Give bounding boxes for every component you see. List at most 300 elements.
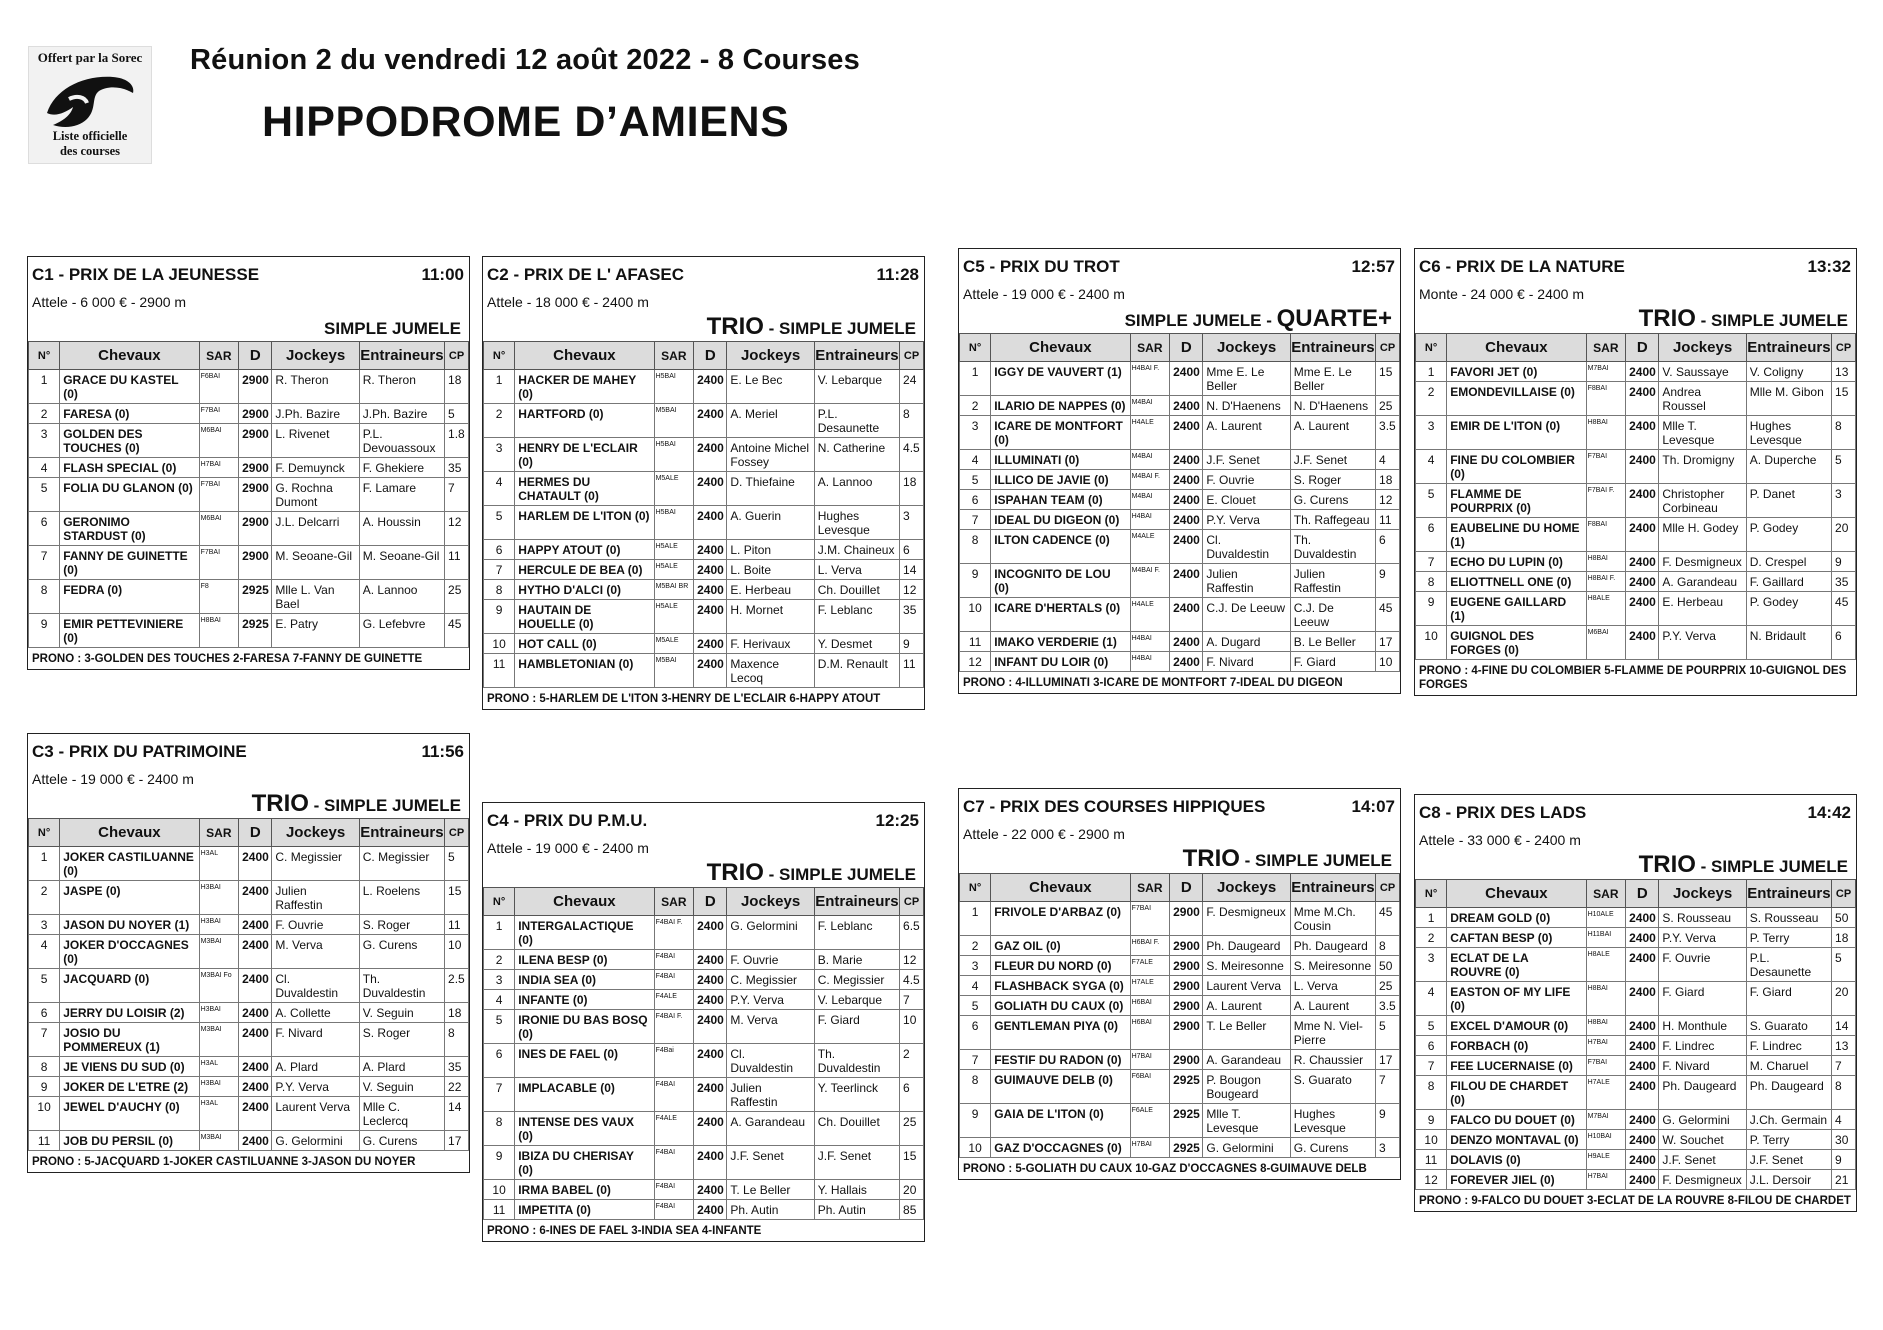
trainer-name: A. Lannoo bbox=[814, 472, 899, 506]
trainer-name: C. Megissier bbox=[814, 970, 899, 990]
table-row bbox=[1416, 626, 1856, 660]
runner-distance: 2400 bbox=[1170, 396, 1203, 416]
runner-cp: 7 bbox=[900, 990, 924, 1010]
trainer-name: J.Ch. Germain bbox=[1746, 1110, 1831, 1130]
runner-number: 6 bbox=[484, 1044, 515, 1078]
runner-distance: 2400 bbox=[239, 969, 272, 1003]
horse-sar: F7BAI bbox=[199, 404, 239, 424]
trainer-name: B. Le Beller bbox=[1290, 632, 1375, 652]
table-header-row bbox=[484, 888, 924, 916]
horse-name: HENRY DE L'ECLAIR (0) bbox=[515, 438, 654, 472]
jockey-name: Th. Dromigny bbox=[1659, 450, 1746, 484]
column-number: N° bbox=[1416, 880, 1447, 908]
jockey-name: F. Nivard bbox=[1203, 652, 1290, 672]
trainer-name: P. Terry bbox=[1746, 1130, 1831, 1150]
race-name: C6 - PRIX DE LA NATURE bbox=[1419, 257, 1625, 276]
table-row bbox=[960, 396, 1400, 416]
runner-distance: 2400 bbox=[1626, 1056, 1659, 1076]
horse-sar: F4BAI bbox=[654, 970, 694, 990]
runner-distance: 2925 bbox=[239, 614, 272, 648]
table-row bbox=[1416, 908, 1856, 928]
trainer-name: S. Rousseau bbox=[1746, 908, 1831, 928]
trainer-name: A. Laurent bbox=[1290, 416, 1375, 450]
runner-cp: 10 bbox=[900, 1010, 924, 1044]
table-header-row bbox=[960, 334, 1400, 362]
horse-name: FEE LUCERNAISE (0) bbox=[1447, 1056, 1586, 1076]
horse-name: CAFTAN BESP (0) bbox=[1447, 928, 1586, 948]
table-row bbox=[960, 470, 1400, 490]
table-row bbox=[29, 478, 469, 512]
trainer-name: S. Roger bbox=[359, 1023, 444, 1057]
runner-distance: 2400 bbox=[694, 654, 727, 688]
runner-cp: 3.5 bbox=[1376, 416, 1400, 450]
table-row bbox=[484, 1010, 924, 1044]
trainer-name: Mme M.Ch. Cousin bbox=[1290, 902, 1375, 936]
horse-name: FARESA (0) bbox=[60, 404, 199, 424]
trainer-name: G. Curens bbox=[1290, 490, 1375, 510]
table-row bbox=[1416, 382, 1856, 416]
trainer-name: R. Chaussier bbox=[1290, 1050, 1375, 1070]
bet-type-secondary: - SIMPLE JUMELE bbox=[763, 319, 916, 338]
runner-cp: 20 bbox=[900, 1180, 924, 1200]
runner-number: 5 bbox=[960, 996, 991, 1016]
trainer-name: Th. Duvaldestin bbox=[359, 969, 444, 1003]
column-sar: SAR bbox=[654, 342, 694, 370]
horse-name: INCOGNITO DE LOU (0) bbox=[991, 564, 1130, 598]
horse-sar: H5ALE bbox=[654, 560, 694, 580]
trainer-name: F. Gaillard bbox=[1746, 572, 1831, 592]
jockey-name: A. Guerin bbox=[727, 506, 814, 540]
horse-sar: F6BAI bbox=[199, 370, 239, 404]
horse-name: FINE DU COLOMBIER (0) bbox=[1447, 450, 1586, 484]
horse-name: EMONDEVILLAISE (0) bbox=[1447, 382, 1586, 416]
horse-sar: H3BAI bbox=[199, 881, 239, 915]
table-row bbox=[960, 956, 1400, 976]
runner-cp: 8 bbox=[445, 1023, 469, 1057]
trainer-name: F. Lindrec bbox=[1746, 1036, 1831, 1056]
table-row bbox=[29, 614, 469, 648]
runner-cp: 17 bbox=[1376, 1050, 1400, 1070]
runner-cp: 12 bbox=[900, 950, 924, 970]
table-row bbox=[1416, 1016, 1856, 1036]
jockey-name: Cl. Duvaldestin bbox=[272, 969, 359, 1003]
horse-name: FESTIF DU RADON (0) bbox=[991, 1050, 1130, 1070]
trainer-name: G. Curens bbox=[359, 1131, 444, 1151]
jockey-name: F. Nivard bbox=[1659, 1056, 1746, 1076]
runner-cp: 2 bbox=[900, 1044, 924, 1078]
runner-number: 5 bbox=[484, 506, 515, 540]
horse-sar: H7BAI bbox=[1586, 1170, 1626, 1190]
jockey-name: Laurent Verva bbox=[272, 1097, 359, 1131]
horse-sar: F4BAI bbox=[654, 950, 694, 970]
horse-name: IRMA BABEL (0) bbox=[515, 1180, 654, 1200]
runner-distance: 2400 bbox=[694, 1078, 727, 1112]
table-row bbox=[1416, 1056, 1856, 1076]
horse-name: INDIA SEA (0) bbox=[515, 970, 654, 990]
runner-distance: 2400 bbox=[694, 1180, 727, 1200]
bet-type-secondary: - SIMPLE JUMELE bbox=[1695, 311, 1848, 330]
jockey-name: D. Thiefaine bbox=[727, 472, 814, 506]
bet-type-main: TRIO bbox=[251, 790, 309, 817]
runner-distance: 2925 bbox=[239, 580, 272, 614]
runner-cp: 25 bbox=[1376, 976, 1400, 996]
trainer-name: P. Terry bbox=[1746, 928, 1831, 948]
horse-name: DENZO MONTAVAL (0) bbox=[1447, 1130, 1586, 1150]
runner-number: 2 bbox=[29, 404, 60, 424]
table-row bbox=[1416, 572, 1856, 592]
jockey-name: N. D'Haenens bbox=[1203, 396, 1290, 416]
trainer-name: Th. Duvaldestin bbox=[814, 1044, 899, 1078]
runner-cp: 17 bbox=[445, 1131, 469, 1151]
jockey-name: E. Clouet bbox=[1203, 490, 1290, 510]
column-sar: SAR bbox=[1130, 334, 1170, 362]
runner-cp: 11 bbox=[900, 654, 924, 688]
table-row bbox=[960, 1070, 1400, 1104]
runner-number: 7 bbox=[29, 1023, 60, 1057]
race-card-c7 bbox=[958, 788, 1401, 1180]
jockey-name: J.Ph. Bazire bbox=[272, 404, 359, 424]
horse-name: ECLAT DE LA ROUVRE (0) bbox=[1447, 948, 1586, 982]
runner-number: 3 bbox=[29, 915, 60, 935]
table-header-row bbox=[29, 342, 469, 370]
runner-number: 8 bbox=[1416, 572, 1447, 592]
jockey-name: F. Ouvrie bbox=[727, 950, 814, 970]
runner-number: 6 bbox=[960, 1016, 991, 1050]
runner-cp: 18 bbox=[1832, 928, 1856, 948]
runner-distance: 2400 bbox=[694, 506, 727, 540]
horse-name: ILENA BESP (0) bbox=[515, 950, 654, 970]
runner-distance: 2400 bbox=[239, 881, 272, 915]
race-card-c1 bbox=[27, 256, 470, 670]
race-bet-types bbox=[959, 845, 1400, 873]
runner-distance: 2400 bbox=[1626, 1036, 1659, 1056]
jockey-name: A. Garandeau bbox=[1203, 1050, 1290, 1070]
runners-table bbox=[28, 341, 469, 648]
runner-distance: 2400 bbox=[239, 915, 272, 935]
horse-name: IMAKO VERDERIE (1) bbox=[991, 632, 1130, 652]
table-row bbox=[29, 370, 469, 404]
logo-bottom-text bbox=[29, 129, 151, 159]
runner-cp: 6 bbox=[900, 1078, 924, 1112]
horse-name: FLASHBACK SYGA (0) bbox=[991, 976, 1130, 996]
horse-name: IMPLACABLE (0) bbox=[515, 1078, 654, 1112]
runner-number: 8 bbox=[1416, 1076, 1447, 1110]
table-row bbox=[960, 598, 1400, 632]
jockey-name: Ph. Daugeard bbox=[1203, 936, 1290, 956]
runner-number: 10 bbox=[484, 1180, 515, 1200]
table-row bbox=[484, 1112, 924, 1146]
trainer-name: P. Danet bbox=[1746, 484, 1831, 518]
column-cp: CP bbox=[1832, 880, 1856, 908]
runner-distance: 2400 bbox=[694, 370, 727, 404]
table-row bbox=[484, 472, 924, 506]
race-bet-types bbox=[1415, 305, 1856, 333]
runner-distance: 2900 bbox=[1170, 996, 1203, 1016]
trainer-name: P.L. Desaunette bbox=[1746, 948, 1831, 982]
horse-sar: M4BAI bbox=[1130, 396, 1170, 416]
column-number: N° bbox=[1416, 334, 1447, 362]
table-row bbox=[484, 916, 924, 950]
runner-distance: 2400 bbox=[1170, 652, 1203, 672]
runner-distance: 2900 bbox=[239, 424, 272, 458]
runner-cp: 9 bbox=[900, 634, 924, 654]
trainer-name: V. Lebarque bbox=[814, 370, 899, 404]
race-prono: PRONO : 9-FALCO DU DOUET 3-ECLAT DE LA ROUVRE 8-FILOU DE CHARDET bbox=[1419, 1195, 1851, 1207]
trainer-name: V. Lebarque bbox=[814, 990, 899, 1010]
runner-distance: 2400 bbox=[239, 847, 272, 881]
race-header bbox=[483, 803, 924, 837]
jockey-name: G. Gelormini bbox=[727, 916, 814, 950]
horse-name: EASTON OF MY LIFE (0) bbox=[1447, 982, 1586, 1016]
horse-name: INFANTE (0) bbox=[515, 990, 654, 1010]
jockey-name: P.Y. Verva bbox=[272, 1077, 359, 1097]
horse-sar: M5ALE bbox=[654, 472, 694, 506]
jockey-name: J.F. Senet bbox=[1203, 450, 1290, 470]
horse-name: FLAMME DE POURPRIX (0) bbox=[1447, 484, 1586, 518]
horse-name: HARLEM DE L'ITON (0) bbox=[515, 506, 654, 540]
table-row bbox=[960, 1016, 1400, 1050]
horse-name: GENTLEMAN PIYA (0) bbox=[991, 1016, 1130, 1050]
trainer-name: C. Megissier bbox=[359, 847, 444, 881]
jockey-name: E. Patry bbox=[272, 614, 359, 648]
horse-name: DREAM GOLD (0) bbox=[1447, 908, 1586, 928]
runner-number: 3 bbox=[29, 424, 60, 458]
table-row bbox=[484, 970, 924, 990]
horse-name: JOKER CASTILUANNE (0) bbox=[60, 847, 199, 881]
jockey-name: E. Herbeau bbox=[1659, 592, 1746, 626]
runner-number: 8 bbox=[484, 580, 515, 600]
horse-name: HAUTAIN DE HOUELLE (0) bbox=[515, 600, 654, 634]
table-row bbox=[1416, 1170, 1856, 1190]
runner-number: 6 bbox=[960, 490, 991, 510]
column-number: N° bbox=[29, 342, 60, 370]
race-conditions: Attele - 22 000 € - 2900 m bbox=[963, 826, 1125, 842]
runner-number: 3 bbox=[1416, 948, 1447, 982]
runner-cp: 35 bbox=[900, 600, 924, 634]
trainer-name: Ph. Autin bbox=[814, 1200, 899, 1220]
horse-sar: H10ALE bbox=[1586, 908, 1626, 928]
trainer-name: M. Charuel bbox=[1746, 1056, 1831, 1076]
table-row bbox=[484, 1078, 924, 1112]
horse-sar: H5ALE bbox=[654, 600, 694, 634]
trainer-name: G. Curens bbox=[359, 935, 444, 969]
horse-name: FORBACH (0) bbox=[1447, 1036, 1586, 1056]
horse-name: HACKER DE MAHEY (0) bbox=[515, 370, 654, 404]
runner-number: 6 bbox=[29, 512, 60, 546]
race-bet-types bbox=[483, 859, 924, 887]
runner-distance: 2400 bbox=[1626, 1076, 1659, 1110]
horse-name: ELIOTTNELL ONE (0) bbox=[1447, 572, 1586, 592]
trainer-name: L. Roelens bbox=[359, 881, 444, 915]
trainer-name: P.L. Desaunette bbox=[814, 404, 899, 438]
runner-cp: 35 bbox=[445, 458, 469, 478]
horse-sar: H5BAI bbox=[654, 370, 694, 404]
horse-sar: F4BAI bbox=[654, 1078, 694, 1112]
horse-sar: F6ALE bbox=[1130, 1104, 1170, 1138]
column-distance: D bbox=[239, 342, 272, 370]
table-row bbox=[1416, 1076, 1856, 1110]
horse-name: IMPETITA (0) bbox=[515, 1200, 654, 1220]
runner-cp: 2.5 bbox=[445, 969, 469, 1003]
runner-distance: 2400 bbox=[1170, 530, 1203, 564]
table-row bbox=[29, 580, 469, 614]
runner-cp: 4 bbox=[1376, 450, 1400, 470]
bet-type-main: QUARTE+ bbox=[1276, 305, 1392, 332]
horse-sar: H8BAI bbox=[199, 614, 239, 648]
table-row bbox=[29, 935, 469, 969]
race-name: C3 - PRIX DU PATRIMOINE bbox=[32, 742, 247, 761]
trainer-name: Mlle M. Gibon bbox=[1746, 382, 1831, 416]
horse-sar: H9ALE bbox=[1586, 1150, 1626, 1170]
runner-distance: 2400 bbox=[694, 472, 727, 506]
horse-sar: M3BAI bbox=[199, 1131, 239, 1151]
race-conditions: Attele - 19 000 € - 2400 m bbox=[963, 286, 1125, 302]
horse-sar: H11BAI bbox=[1586, 928, 1626, 948]
runner-cp: 11 bbox=[1376, 510, 1400, 530]
runner-number: 10 bbox=[960, 1138, 991, 1158]
horse-sar: H7BAI bbox=[1586, 1036, 1626, 1056]
bet-type-main: TRIO bbox=[1182, 845, 1240, 872]
runner-distance: 2400 bbox=[694, 1112, 727, 1146]
jockey-name: E. Le Bec bbox=[727, 370, 814, 404]
runner-number: 3 bbox=[1416, 416, 1447, 450]
horse-sar: M5ALE bbox=[654, 634, 694, 654]
runner-distance: 2400 bbox=[1626, 908, 1659, 928]
bet-type-main: TRIO bbox=[706, 859, 764, 886]
logo-bottom-line-2: des courses bbox=[59, 144, 121, 158]
horse-name: JASPE (0) bbox=[60, 881, 199, 915]
column-trainer: Entraineurs bbox=[359, 819, 444, 847]
jockey-name: F. Desmigneux bbox=[1203, 902, 1290, 936]
trainer-name: D.M. Renault bbox=[814, 654, 899, 688]
race-conditions: Monte - 24 000 € - 2400 m bbox=[1419, 286, 1584, 302]
runner-number: 4 bbox=[484, 990, 515, 1010]
race-bet-types bbox=[1415, 851, 1856, 879]
horse-sar: H7BAI bbox=[199, 458, 239, 478]
runner-number: 4 bbox=[960, 976, 991, 996]
race-time: 12:57 bbox=[1351, 257, 1395, 276]
horse-name: GOLDEN DES TOUCHES (0) bbox=[60, 424, 199, 458]
runner-cp: 3 bbox=[1376, 1138, 1400, 1158]
race-bet-types bbox=[28, 313, 469, 341]
runner-number: 4 bbox=[1416, 982, 1447, 1016]
jockey-name: V. Saussaye bbox=[1659, 362, 1746, 382]
runner-cp: 35 bbox=[445, 1057, 469, 1077]
horse-sar: F4BAI bbox=[654, 1146, 694, 1180]
jockey-name: Mlle T. Levesque bbox=[1203, 1104, 1290, 1138]
jockey-name: Mlle T. Levesque bbox=[1659, 416, 1746, 450]
runner-distance: 2400 bbox=[1626, 1110, 1659, 1130]
horse-sar: H8BAI bbox=[1586, 982, 1626, 1016]
horse-name: EXCEL D'AMOUR (0) bbox=[1447, 1016, 1586, 1036]
runner-cp: 6 bbox=[1832, 626, 1856, 660]
jockey-name: F. Ouvrie bbox=[272, 915, 359, 935]
runner-distance: 2400 bbox=[694, 560, 727, 580]
horse-sar: M3BAI Fo bbox=[199, 969, 239, 1003]
runner-number: 5 bbox=[1416, 1016, 1447, 1036]
horse-sar: H4BAI F. bbox=[1130, 362, 1170, 396]
column-cp: CP bbox=[445, 819, 469, 847]
runner-cp: 18 bbox=[445, 370, 469, 404]
runner-number: 9 bbox=[29, 614, 60, 648]
runner-distance: 2400 bbox=[1170, 416, 1203, 450]
race-bet-types bbox=[28, 790, 469, 818]
jockey-name: F. Lindrec bbox=[1659, 1036, 1746, 1056]
jockey-name: A. Plard bbox=[272, 1057, 359, 1077]
trainer-name: V. Seguin bbox=[359, 1077, 444, 1097]
horse-name: JOKER D'OCCAGNES (0) bbox=[60, 935, 199, 969]
runner-number: 7 bbox=[960, 510, 991, 530]
trainer-name: F. Leblanc bbox=[814, 600, 899, 634]
runner-cp: 24 bbox=[900, 370, 924, 404]
runner-cp: 7 bbox=[1376, 1070, 1400, 1104]
runner-number: 2 bbox=[29, 881, 60, 915]
runner-distance: 2400 bbox=[694, 970, 727, 990]
trainer-name: N. Bridault bbox=[1746, 626, 1831, 660]
jockey-name: Mlle L. Van Bael bbox=[272, 580, 359, 614]
trainer-name: Ch. Douillet bbox=[814, 1112, 899, 1146]
column-horse: Chevaux bbox=[991, 334, 1130, 362]
runner-distance: 2400 bbox=[1626, 626, 1659, 660]
runner-cp: 22 bbox=[445, 1077, 469, 1097]
trainer-name: A. Laurent bbox=[1290, 996, 1375, 1016]
runner-distance: 2925 bbox=[1170, 1070, 1203, 1104]
trainer-name: B. Marie bbox=[814, 950, 899, 970]
runner-cp: 85 bbox=[900, 1200, 924, 1220]
horse-name: IRONIE DU BAS BOSQ (0) bbox=[515, 1010, 654, 1044]
trainer-name: F. Giard bbox=[814, 1010, 899, 1044]
horse-sar: H5BAI bbox=[654, 506, 694, 540]
meeting-title: Réunion 2 du vendredi 12 août 2022 - 8 Courses bbox=[190, 44, 860, 76]
horse-sar: M4BAI bbox=[1130, 450, 1170, 470]
horse-name: INFANT DU LOIR (0) bbox=[991, 652, 1130, 672]
runner-cp: 45 bbox=[445, 614, 469, 648]
column-number: N° bbox=[484, 342, 515, 370]
bet-type-secondary: - SIMPLE JUMELE bbox=[1695, 857, 1848, 876]
table-row bbox=[29, 915, 469, 935]
runner-number: 1 bbox=[484, 916, 515, 950]
runner-number: 4 bbox=[484, 472, 515, 506]
runner-cp: 18 bbox=[1376, 470, 1400, 490]
jockey-name: S. Rousseau bbox=[1659, 908, 1746, 928]
jockey-name: L. Boite bbox=[727, 560, 814, 580]
runner-number: 12 bbox=[1416, 1170, 1447, 1190]
horse-sar: H8BAI F. bbox=[1586, 572, 1626, 592]
race-prono: PRONO : 3-GOLDEN DES TOUCHES 2-FARESA 7-FANNY DE GUINETTE bbox=[32, 653, 423, 665]
trainer-name: Ph. Daugeard bbox=[1290, 936, 1375, 956]
horse-sar: H3BAI bbox=[199, 915, 239, 935]
race-header bbox=[483, 257, 924, 291]
race-name: C7 - PRIX DES COURSES HIPPIQUES bbox=[963, 797, 1266, 816]
runner-cp: 8 bbox=[1376, 936, 1400, 956]
trainer-name: Hughes Levesque bbox=[814, 506, 899, 540]
column-distance: D bbox=[1170, 334, 1203, 362]
trainer-name: N. Catherine bbox=[814, 438, 899, 472]
horse-name: HERCULE DE BEA (0) bbox=[515, 560, 654, 580]
column-sar: SAR bbox=[199, 342, 239, 370]
trainer-name: J.M. Chaineux bbox=[814, 540, 899, 560]
table-row bbox=[960, 564, 1400, 598]
jockey-name: F. Giard bbox=[1659, 982, 1746, 1016]
horse-name: ECHO DU LUPIN (0) bbox=[1447, 552, 1586, 572]
trainer-name: P. Godey bbox=[1746, 592, 1831, 626]
race-prono: PRONO : 5-GOLIATH DU CAUX 10-GAZ D'OCCAGNES 8-GUIMAUVE DELB bbox=[963, 1163, 1367, 1175]
horse-sar: H3AL bbox=[199, 1057, 239, 1077]
jockey-name: L. Piton bbox=[727, 540, 814, 560]
horse-name: GUIMAUVE DELB (0) bbox=[991, 1070, 1130, 1104]
runner-distance: 2400 bbox=[1626, 484, 1659, 518]
race-bet-types bbox=[959, 305, 1400, 333]
